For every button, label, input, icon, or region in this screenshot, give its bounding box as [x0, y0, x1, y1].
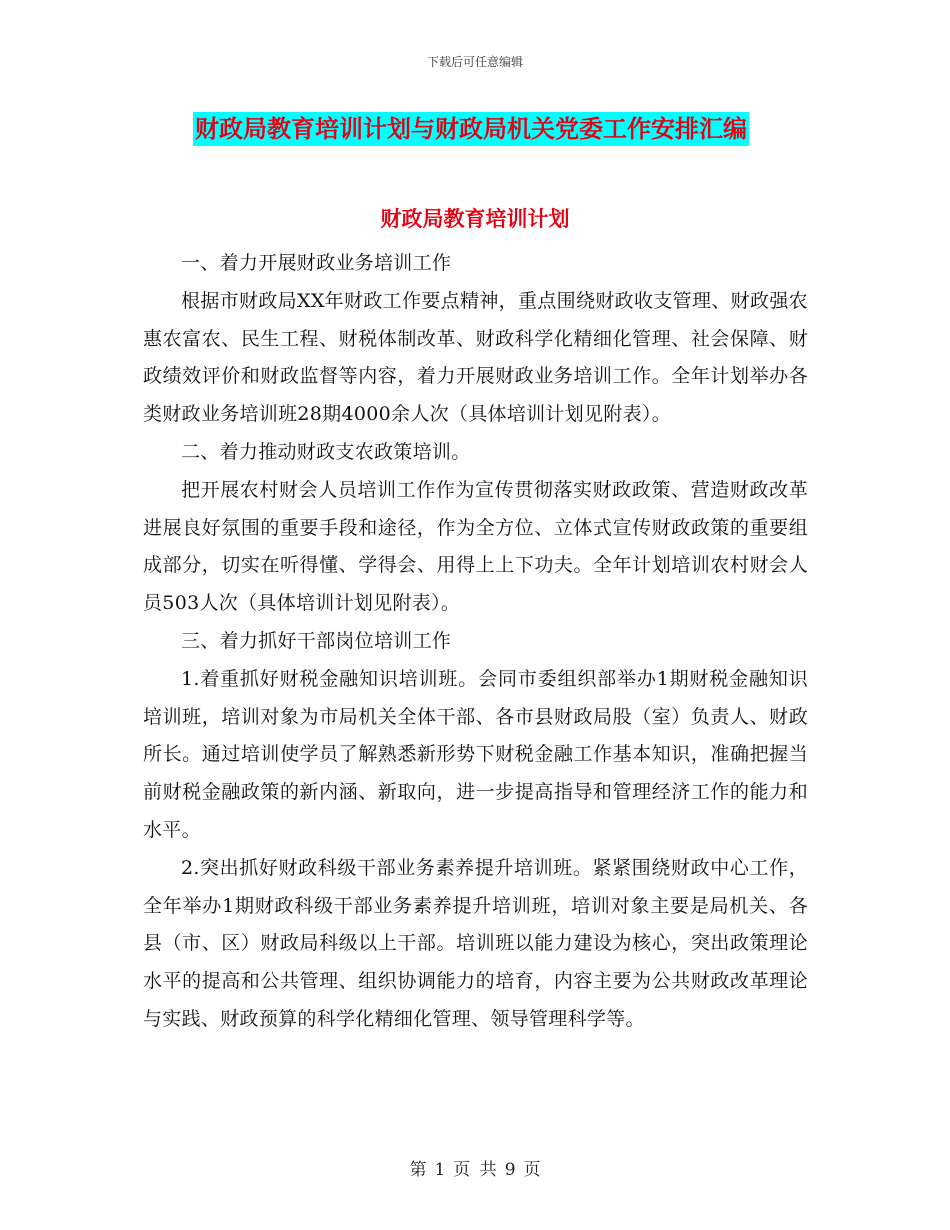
footer-middle: 页 共: [453, 1160, 497, 1180]
footer-total-pages: 9: [504, 1160, 516, 1180]
document-title: 财政局教育培训计划与财政局机关党委工作安排汇编: [193, 112, 749, 146]
footer-prefix: 第: [409, 1160, 427, 1180]
body-paragraph-4: 2.突出抓好财政科级干部业务素养提升培训班。紧紧围绕财政中心工作，全年举办1期财政科级干部业务素养提升培训班，培训对象主要是局机关、各县（市、区）财政局科级以上干部。培训班以能力建设为核心，突出政策理论水平的提高和公共管理、组织协调能力的培育，内容主要为公共财政改革理论与实践、财政预算的科学化精细化管理、领导管理科学等。: [143, 856, 808, 1030]
body-paragraph-2: 把开展农村财会人员培训工作作为宣传贯彻落实财政政策、营造财政改革进展良好氛围的重要手段和途径，作为全方位、立体式宣传财政政策的重要组成部分，切实在听得懂、学得会、用得上上下功夫。全年计划培训农村财会人员503人次（具体培训计划见附表）。: [143, 478, 808, 615]
header-note: 下载后可任意编辑: [426, 55, 523, 69]
footer-page-number: 1: [434, 1160, 446, 1180]
footer-suffix: 页: [523, 1160, 541, 1180]
document-body: [143, 245, 808, 1039]
heading-paragraph-2: 二、着力推动财政支农政策培训。: [181, 440, 471, 463]
heading-paragraph-1: 一、着力开展财政业务培训工作: [181, 252, 452, 274]
body-paragraph-3: 1.着重抓好财税金融知识培训班。会同市委组织部举办1期财税金融知识培训班，培训对象为市局机关全体干部、各市县财政局股（室）负责人、财政所长。通过培训使学员了解熟悉新形势下财税金融工作基本知识，准确把握当前财税金融政策的新内涵、新取向，进一步提高指导和管理经济工作的能力和水平。: [143, 667, 808, 841]
heading-paragraph-3: 三、着力抓好干部岗位培训工作: [181, 629, 452, 652]
page-footer: [0, 1155, 950, 1180]
section-title: 财政局教育培训计划: [380, 207, 570, 231]
body-paragraph-1: 根据市财政局XX年财政工作要点精神，重点围绕财政收支管理、财政强农惠农富农、民生工程、财税体制改革、财政科学化精细化管理、社会保障、财政绩效评价和财政监督等内容，着力开展财政业务培训工作。全年计划举办各类财政业务培训班28期4000余人次（具体培训计划见附表）。: [143, 289, 808, 426]
